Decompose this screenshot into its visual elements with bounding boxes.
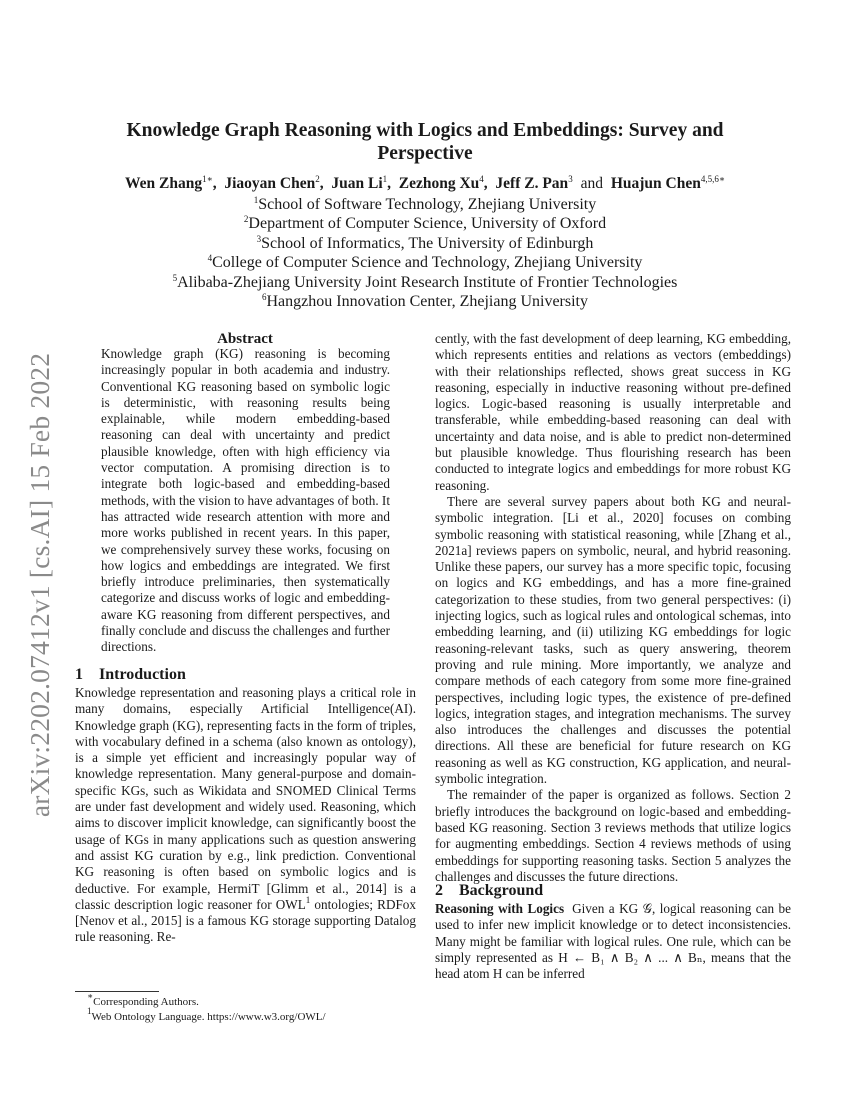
footnote-text: Web Ontology Language. https://www.w3.org/OWL/ [91, 1010, 326, 1023]
affiliation [60, 214, 790, 233]
section-title: Introduction [99, 666, 186, 683]
footnote [75, 991, 416, 1010]
affiliation-text: School of Software Technology, Zhejiang University [258, 196, 597, 213]
paragraph-lead: Reasoning with Logics [435, 901, 565, 916]
background-paragraph [435, 901, 791, 982]
arxiv-stamp: arXiv:2202.07412v1 [cs.AI] 15 Feb 2022 [24, 352, 55, 818]
author [331, 175, 387, 192]
section-number: 2 [435, 882, 443, 899]
background-body: Given a KG 𝒢, logical reasoning can be used to infer new implicit knowledge or to detect inconsistencies. Many might be familiar with logical rules. One rule, which can be simply represented as H ← B₁ ∧ B₂ ∧ ... ∧ Bₙ, means that the head atom H can be inferred [435, 901, 792, 982]
intro-text-segment: Knowledge representation and reasoning plays a critical role in many domains, especially Artificial Intelligence(AI). Knowledge graph (KG), representing facts in the form of triples, with vocabulary defined in a schema (also known as ontology), is a simple yet efficient and increasingly popular way of knowledge representation. Many general-purpose and domain-specific KGs, such as Wikidata and SNOMED Clinical Terms are under fast development and widely used. Reasoning, which aims to discover implicit knowledge, can significantly boost the usage of KGs in many applications such as question answering and assist KG curation by e.g., link prediction. Conventional KG reasoning is often based on symbolic logics and is deductive. For example, HermiT [Glimm et al., 2014] is a classic description logic reasoner for OWL [75, 685, 416, 912]
affiliation-text: Department of Computer Science, University of Oxford [248, 215, 607, 233]
author-name: Zezhong Xu [398, 175, 480, 192]
author-mark: 4 [479, 174, 484, 184]
abstract-paragraph: Knowledge graph (KG) reasoning is becoming increasingly popular in both academia and industry. Conventional KG reasoning based on symbolic logic is deterministic, with reasoning results being explainable, while modern embedding-based reasoning can deal with uncertainty and predict plausible knowledge, often with high efficiency via vector computation. A promising direction is to integrate both logic-based and embedding-based methods, with the vision to have advantages of both. It has attracted wide research attention with more and more works published in recent years. In this paper, we comprehensively survey these works, focusing on how logics and embeddings are integrated. We first briefly introduce preliminaries, then systematically categorize and discuss works of logic and embedding-aware KG reasoning from different perspectives, and finally conclude and discuss the challenges and further directions. [101, 346, 390, 655]
footnote-ref: 1 [305, 894, 311, 905]
author-name: Juan Li [331, 175, 383, 192]
affiliations [60, 195, 790, 311]
affiliation [60, 292, 790, 311]
affiliation-text: College of Computer Science and Technology, Zhejiang University [212, 254, 643, 272]
affiliation-text: Alibaba-Zhejiang University Joint Research Institute of Frontier Technologies [177, 273, 678, 291]
intro-text-segment: ontologies; RDFox [Nenov et al., 2015] is a famous KG storage supporting Datalog rule reasoning. Re- [75, 896, 416, 945]
author-name: Wen Zhang [125, 175, 203, 192]
footnote-text: Corresponding Authors. [93, 996, 199, 1008]
affiliation-mark: 5 [172, 272, 178, 283]
intro-right-text [435, 331, 791, 885]
affiliation-mark: 2 [243, 214, 249, 225]
abstract-text [101, 346, 390, 656]
intro-paragraph: The remainder of the paper is organized as follows. Section 2 briefly introduces the background on logic-based and embedding-based KG reasoning. Section 3 reviews methods that utilize logics for augmenting embeddings. Section 4 reviews methods of using embeddings for supporting reasoning tasks. Section 5 analyzes the challenges and discusses the future directions. [435, 787, 791, 884]
author-list: Wen Zhang$^{1∗}$, Jiaoyan Chen$^2$, Juan Li$^1$, Zezhong Xu$^4$, Jeff Z. Pan$^3$ and Huajun Chen$^{4,5,6∗}$ [125, 174, 725, 192]
affiliation-mark: 6 [262, 292, 267, 303]
author [224, 175, 319, 192]
section-number: 1 [75, 666, 83, 683]
intro-paragraph: There are several survey papers about both KG and neural-symbolic integration. [Li et al., 2020] focuses on combing symbolic reasoning with statistical reasoning, while [Zhang et al., 2021a] reviews papers on symbolic, neural, and hybrid reasoning. Unlike these papers, our survey has a more specific topic, focusing on logics and KG embeddings, and has a more fine-grained categorization to these studies, from two general perspectives: (i) injecting logics, such as logical rules and ontological schemas, into embedding learning, and (ii) utilizing KG embeddings for logic reasoning-relevant tasks, such as query answering, theorem proving and rule mining. More importantly, we analyze and compare methods of each category from some more fine-grained perspectives, including logic types, the existence of pre-defined logics, integration stages, and integration mechanisms. The survey also introduces the challenges and discusses the potential directions. All these are beneficial for future research on KG reasoning as well as KG construction, KG application, and neural-symbolic integration. [435, 493, 791, 787]
author-mark: 1 [382, 174, 388, 184]
section-heading-background [435, 882, 791, 900]
author [495, 175, 572, 192]
affiliation-text: School of Informatics, The University of Edinburgh [261, 234, 594, 252]
footnote-mark: 1 [87, 1005, 92, 1016]
affiliation [60, 195, 790, 214]
affiliation-mark: 3 [256, 233, 262, 244]
paper-title: Knowledge Graph Reasoning with Logics and Embeddings: Survey and Perspective [126, 120, 724, 164]
affiliation-text: Hangzhou Innovation Center, Zhejiang University [266, 293, 588, 311]
affiliation-mark: 1 [253, 195, 259, 205]
section-title: Background [459, 882, 544, 899]
author-name: Huajun Chen [610, 175, 701, 192]
intro-paragraph [75, 685, 416, 946]
and-word: and [580, 175, 603, 192]
footnote-mark: ∗ [87, 991, 94, 1001]
affiliation-mark: 4 [207, 253, 213, 264]
author-mark: 3 [568, 174, 573, 184]
author-mark: 4,5,6∗ [700, 174, 725, 184]
author-name: Jiaoyan Chen [224, 175, 316, 192]
author [399, 175, 484, 192]
author [611, 175, 725, 192]
footnotes [75, 991, 416, 1024]
section-heading-introduction [75, 666, 416, 684]
affiliation [60, 273, 790, 292]
intro-left-text [75, 685, 416, 946]
author-mark: 2 [315, 174, 320, 184]
author-mark: 1∗ [202, 174, 213, 184]
background-text [435, 901, 791, 982]
affiliation [60, 253, 790, 272]
footnote [75, 1005, 416, 1025]
abstract-heading: Abstract [217, 331, 273, 347]
author-name: Jeff Z. Pan [495, 175, 569, 192]
affiliation [60, 234, 790, 253]
intro-paragraph: cently, with the fast development of deep learning, KG embedding, which represents entities and relations as vectors (embeddings) with their relationships reflected, shows great success in KG reasoning, especially in inductive reasoning without pre-defined logics. Logic-based reasoning is usually interpretable and transferable, while embedding-based reasoning can deal with uncertainty and data noise, and is able to predict non-determined but plausible knowledge. Thus flourishing research has been conducted to integrate logics and embeddings for more robust KG reasoning. [435, 331, 791, 493]
author [125, 175, 213, 192]
